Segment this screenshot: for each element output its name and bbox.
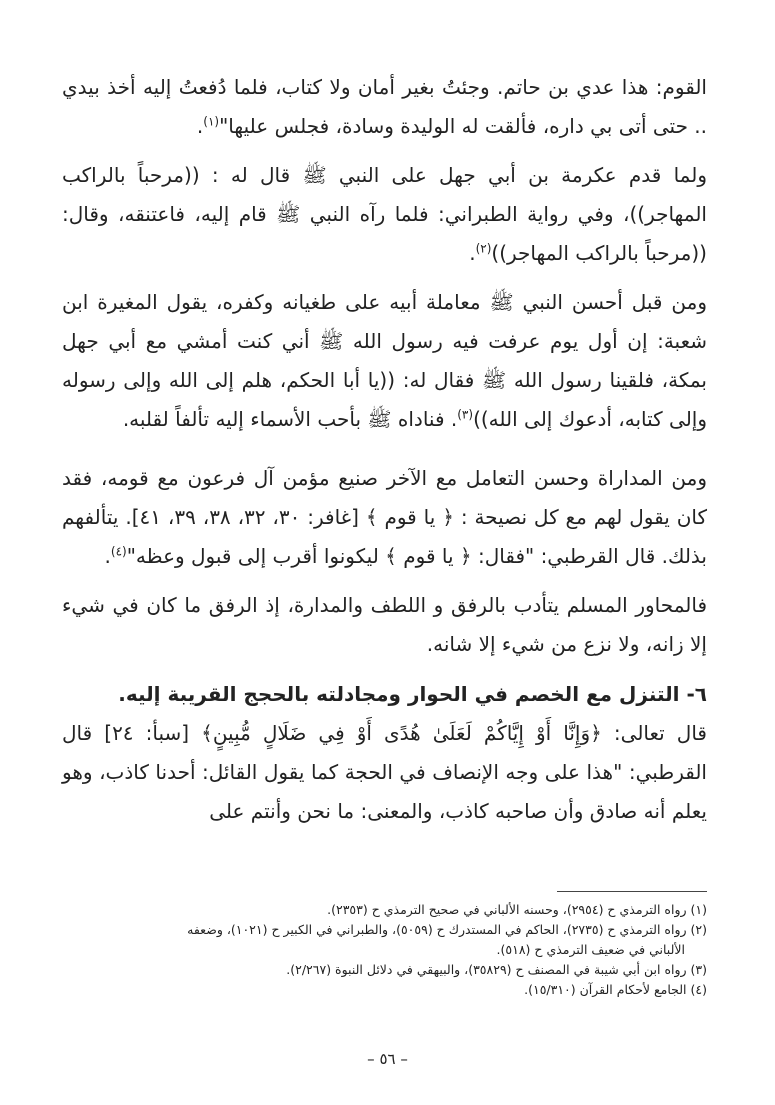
paragraph-text: القوم: هذا عدي بن حاتم. وجئتُ بغير أمان ولا كتاب، فلما دُفعتُ إليه أخذ بيدي .. حتى أتى بي داره، فألقت له الوليدة وسادة، فجلس عليها" [62,75,707,138]
footnote-ref: (٢) [475,241,492,256]
page-number: – ٥٦ – [367,1050,408,1068]
footnote-ref: (٤) [110,544,127,559]
paragraph-adi: القوم: هذا عدي بن حاتم. وجئتُ بغير أمان ولا كتاب، فلما دُفعتُ إليه أخذ بيدي .. حتى أتى بي داره، فألقت له الوليدة وسادة، فجلس عليها"$^{(١)}$. [62,75,707,138]
paragraph-text: ولما قدم عكرمة بن أبي جهل على النبي ﷺ قال له : ((مرحباً بالراكب المهاجر))، وفي رواية الطبراني: فلما رآه النبي ﷺ قام إليه، فاعتنقه، وقال: ((مرحباً بالراكب المهاجر)) [62,163,707,265]
page-body [62,68,707,831]
paragraph-abu-jahl [62,283,707,439]
footnotes [62,900,707,1000]
footnote-3: (٣) رواه ابن أبي شيبة في المصنف ح (٣٥٨٢٩)، والبيهقي في دلائل النبوة (٢/٢٦٧). [286,962,707,977]
paragraph-text: ومن قبل أحسن النبي ﷺ معاملة أبيه على طغيانه وكفره، يقول المغيرة ابن شعبة: إن أول يوم عرفت فيه رسول الله ﷺ أني كنت أمشي مع أبي جهل بمكة، فلقينا رسول الله ﷺ فقال له: ((يا أبا الحكم، هلم إلى الله وإلى رسوله وإلى كتابه، أدعوك إلى الله)) [62,290,707,431]
footnote-1: (١) رواه الترمذي ح (٢٩٥٤)، وحسنه الألباني في صحيح الترمذي ح (٢٣٥٣). [327,902,707,917]
footnote-ref: (١) [203,114,220,129]
section-heading: ٦- التنزل مع الخصم في الحوار ومجادلته بالحجج القريبة إليه. [118,682,707,706]
footnote-ref: (٣) [457,407,474,422]
footnote-separator [557,891,707,892]
footnote-2-continued: الألباني في ضعيف الترمذي ح (٥١٨). [496,942,685,957]
paragraph-gentleness: فالمحاور المسلم يتأدب بالرفق و اللطف والمدارة، إذ الرفق ما كان في شيء إلا زانه، ولا نزع من شيء إلا شانه. [62,593,707,656]
footnote-4: (٤) الجامع لأحكام القرآن (١٥/٣١٠). [524,982,707,997]
paragraph-text: . فناداه ﷺ بأحب الأسماء إليه تألفاً لقلبه. [122,407,458,431]
paragraph-text: ومن المداراة وحسن التعامل مع الآخر صنيع مؤمن آل فرعون مع قومه، فقد كان يقول لهم مع كل نصيحة : ﴿ يا قوم ﴾ [غافر: ٣٠، ٣٢، ٣٨، ٣٩، ٤١]. يتألفهم بذلك. قال القرطبي: "فقال: ﴿ يا قوم ﴾ ليكونوا أقرب إلى قبول وعظه" [62,466,708,568]
paragraph-pharaoh-believer: ومن المداراة وحسن التعامل مع الآخر صنيع مؤمن آل فرعون مع قومه، فقد كان يقول لهم مع كل نصيحة : ﴿ يا قوم ﴾ [غافر: ٣٠، ٣٢، ٣٨، ٣٩، ٤١]. يتألفهم بذلك. قال القرطبي: "فقال: ﴿ يا قوم ﴾ ليكونوا أقرب إلى قبول وعظه"$^{(٤)}$. [62,466,708,568]
footnote-2: (٢) رواه الترمذي ح (٢٧٣٥)، الحاكم في المستدرك ح (٥٠٥٩)، والطبراني في الكبير ح (١٠٢١)، وضعفه [187,922,707,937]
paragraph-qurtubi: قال تعالى: ﴿وَإِنَّا أَوْ إِيَّاكُمْ لَعَلَىٰ هُدًى أَوْ فِي ضَلَالٍ مُّبِينٍ﴾ [سبأ: ٢٤] قال القرطبي: "هذا على وجه الإنصاف في الحجة كما يقول القائل: أحدنا كاذب، وهو يعلم أنه صادق وأن صاحبه كاذب، والمعنى: ما نحن وأنتم على [62,721,707,823]
paragraph-ikrimah: ولما قدم عكرمة بن أبي جهل على النبي ﷺ قال له : ((مرحباً بالراكب المهاجر))، وفي رواية الطبراني: فلما رآه النبي ﷺ قام إليه، فاعتنقه، وقال: ((مرحباً بالراكب المهاجر))$^{(٢)}$. [62,163,707,265]
